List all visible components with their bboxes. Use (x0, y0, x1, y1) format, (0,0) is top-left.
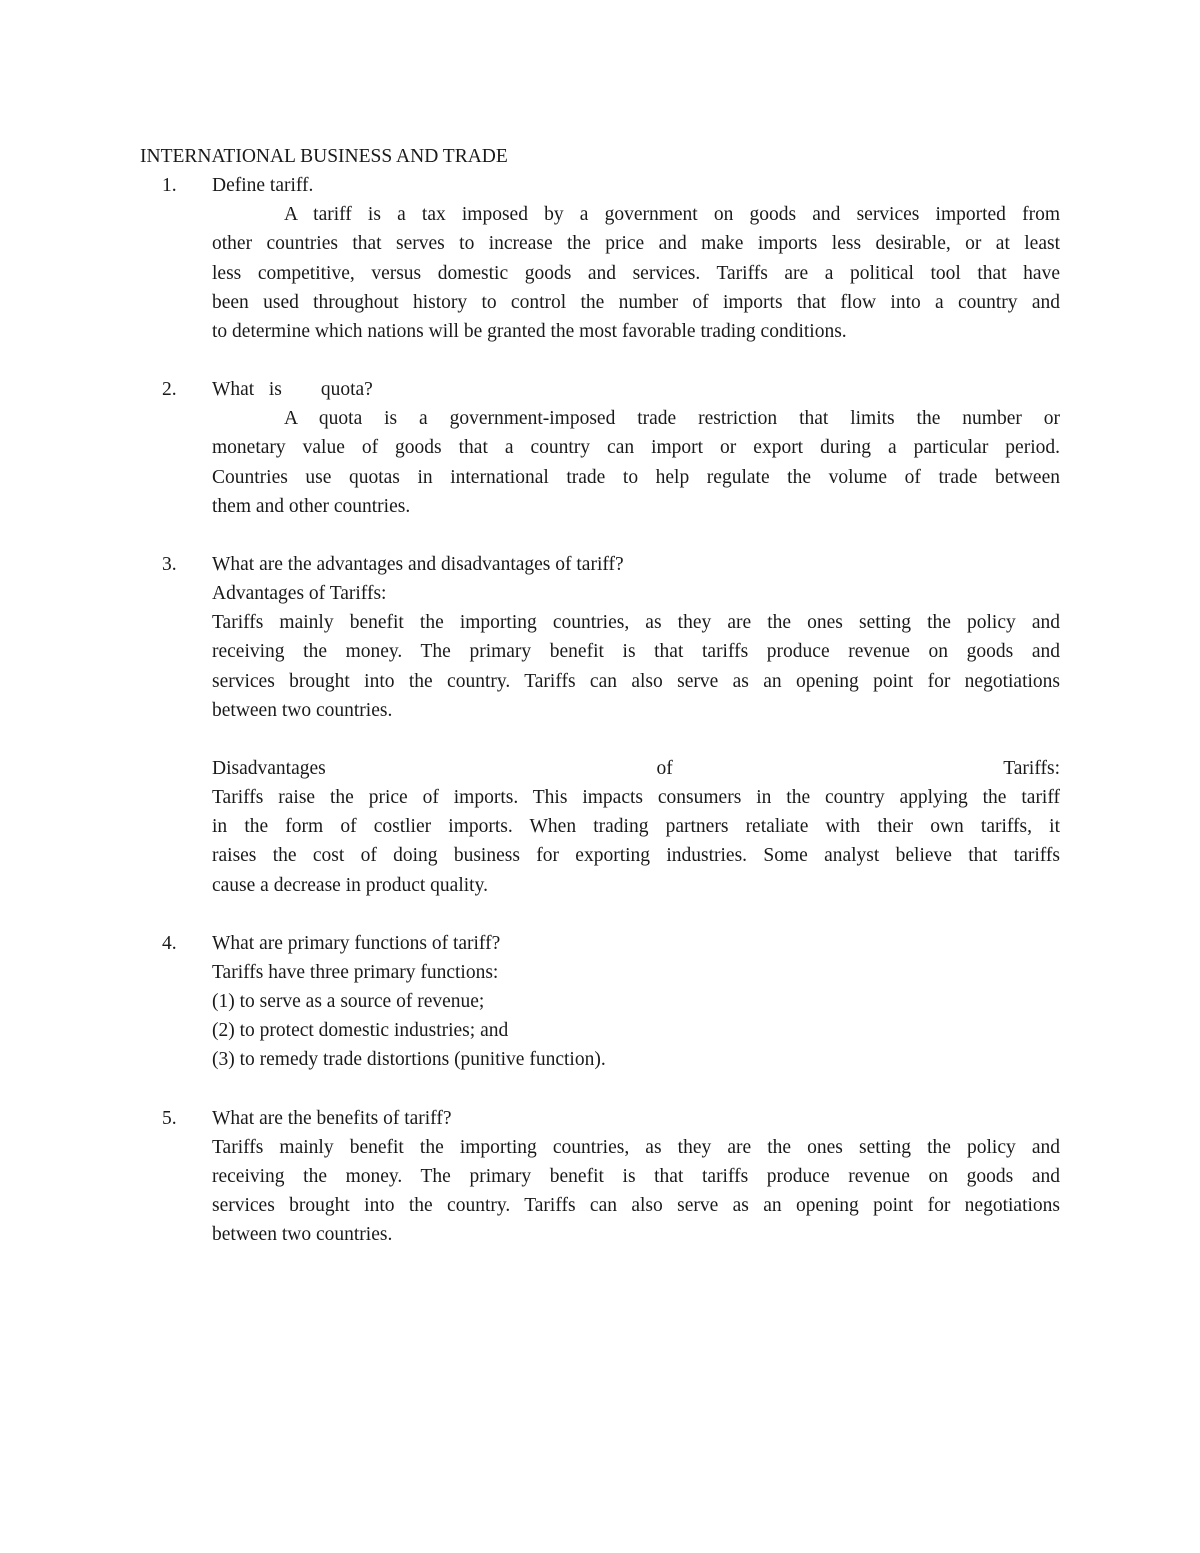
question-number: 5. (162, 1107, 177, 1129)
answer-line: between two countries. (212, 1224, 393, 1246)
answer-line: to determine which nations will be granted the most favorable trading conditions. (212, 320, 847, 342)
advantages-heading: Advantages of Tariffs: (212, 583, 387, 605)
disadvantages-heading: Disadvantages of Tariffs: (212, 757, 1060, 779)
answer-line: less competitive, versus domestic goods and services. Tariffs are a political tool that have (212, 262, 1060, 284)
function-item: (1) to serve as a source of revenue; (212, 991, 485, 1013)
answer-line: receiving the money. The primary benefit is that tariffs produce revenue on goods and (212, 641, 1060, 663)
answer-line: Tariffs have three primary functions: (212, 961, 499, 983)
question-text: Define tariff. (212, 175, 314, 197)
answer-line: in the form of costlier imports. When trading partners retaliate with their own tariffs, it (212, 816, 1060, 838)
question-text: What is quota? (212, 379, 373, 401)
answer-line: cause a decrease in product quality. (212, 874, 488, 896)
question-text: What are the advantages and disadvantages of tariff? (212, 553, 624, 575)
answer-line: Tariffs mainly benefit the importing countries, as they are the ones setting the policy and (212, 612, 1060, 634)
question-3 (0, 550, 1200, 579)
answer-line: raises the cost of doing business for exporting industries. Some analyst believe that tariffs (212, 845, 1060, 867)
answer-line: services brought into the country. Tariffs can also serve as an opening point for negotiations (212, 670, 1060, 692)
answer-line: receiving the money. The primary benefit is that tariffs produce revenue on goods and (212, 1165, 1060, 1187)
answer-line: them and other countries. (212, 495, 411, 517)
answer-line: A tariff is a tax imposed by a government on goods and services imported from (284, 204, 1060, 226)
question-4 (0, 929, 1200, 958)
function-item: (3) to remedy trade distortions (punitive function). (212, 1049, 606, 1071)
question-number: 2. (162, 379, 177, 401)
question-number: 3. (162, 553, 177, 575)
question-1 (0, 171, 1200, 200)
answer-line: Tariffs mainly benefit the importing countries, as they are the ones setting the policy and (212, 1136, 1060, 1158)
question-2 (0, 375, 1200, 404)
answer-line: been used throughout history to control the number of imports that flow into a country and (212, 291, 1060, 313)
answer-line: services brought into the country. Tariffs can also serve as an opening point for negotiations (212, 1195, 1060, 1217)
answer-line: monetary value of goods that a country can import or export during a particular period. (212, 437, 1060, 459)
question-5 (0, 1104, 1200, 1133)
answer-line: A quota is a government-imposed trade restriction that limits the number or (284, 408, 1060, 430)
document-page (0, 142, 1200, 1249)
answer-line: other countries that serves to increase the price and make imports less desirable, or at least (212, 233, 1060, 255)
function-item: (2) to protect domestic industries; and (212, 1020, 509, 1042)
question-number: 4. (162, 932, 177, 954)
question-number: 1. (162, 175, 177, 197)
document-title: INTERNATIONAL BUSINESS AND TRADE (140, 146, 508, 167)
question-text: What are primary functions of tariff? (212, 932, 501, 954)
answer-line: Countries use quotas in international trade to help regulate the volume of trade between (212, 466, 1060, 488)
question-text: What are the benefits of tariff? (212, 1107, 452, 1129)
answer-line: between two countries. (212, 699, 393, 721)
answer-line: Tariffs raise the price of imports. This impacts consumers in the country applying the tariff (212, 787, 1060, 809)
